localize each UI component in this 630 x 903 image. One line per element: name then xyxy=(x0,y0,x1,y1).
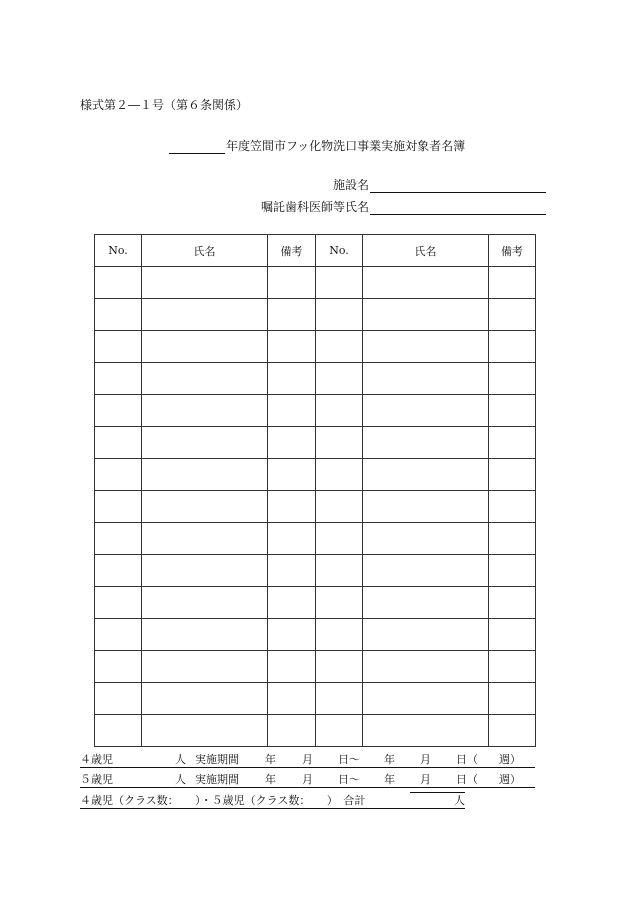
group-label: ５歳児 xyxy=(80,773,113,786)
table-row xyxy=(95,267,536,299)
cell-no-left[interactable] xyxy=(95,363,142,395)
cell-no-left[interactable] xyxy=(95,555,142,587)
cell-remarks-left[interactable] xyxy=(268,267,316,299)
table-row xyxy=(95,395,536,427)
cell-remarks-right[interactable] xyxy=(489,715,536,747)
cell-remarks-left[interactable] xyxy=(268,587,316,619)
cell-remarks-right[interactable] xyxy=(489,587,536,619)
cell-name-right[interactable] xyxy=(363,267,489,299)
cell-remarks-left[interactable] xyxy=(268,651,316,683)
dentist-line xyxy=(370,200,546,215)
header-remarks-left: 備考 xyxy=(268,235,316,267)
cell-name-left[interactable] xyxy=(142,683,268,715)
cell-name-right[interactable] xyxy=(363,427,489,459)
month-label-2: 月 xyxy=(420,773,431,786)
header-remarks-right: 備考 xyxy=(489,235,536,267)
class-count-text: ４歳児（クラス数： ）・５歳児（クラス数： ） 合計 xyxy=(80,792,464,809)
cell-name-left[interactable] xyxy=(142,491,268,523)
table-row xyxy=(95,715,536,747)
cell-name-right[interactable] xyxy=(363,363,489,395)
cell-remarks-left[interactable] xyxy=(268,395,316,427)
cell-name-left[interactable] xyxy=(142,587,268,619)
day-label-2: 日（ xyxy=(456,753,478,766)
cell-no-left[interactable] xyxy=(95,395,142,427)
cell-no-right[interactable] xyxy=(316,459,363,491)
cell-no-right[interactable] xyxy=(316,683,363,715)
cell-remarks-right[interactable] xyxy=(489,363,536,395)
cell-remarks-left[interactable] xyxy=(268,299,316,331)
table-row xyxy=(95,651,536,683)
month-label: 月 xyxy=(302,773,313,786)
cell-name-left[interactable] xyxy=(142,459,268,491)
cell-remarks-right[interactable] xyxy=(489,267,536,299)
title-text: 年度笠間市フッ化物洗口事業実施対象者名簿 xyxy=(226,139,466,153)
header-name-left: 氏名 xyxy=(142,235,268,267)
summary-row-total xyxy=(80,792,535,808)
cell-remarks-right[interactable] xyxy=(489,299,536,331)
cell-name-left[interactable] xyxy=(142,299,268,331)
day-tilde-label: 日～ xyxy=(338,753,360,766)
dentist-label: 嘱託歯科医師等氏名 xyxy=(260,200,369,214)
cell-remarks-left[interactable] xyxy=(268,427,316,459)
total-unit: 人 xyxy=(454,794,465,807)
form-number: 様式第２―１号（第６条関係） xyxy=(80,98,249,112)
table-row xyxy=(95,587,536,619)
day-label-2: 日（ xyxy=(456,773,478,786)
year-blank xyxy=(169,139,225,154)
cell-no-left[interactable] xyxy=(95,587,142,619)
year-label-2: 年 xyxy=(384,773,395,786)
cell-name-right[interactable] xyxy=(363,587,489,619)
facility-line xyxy=(370,178,546,193)
table-row xyxy=(95,555,536,587)
month-label: 月 xyxy=(302,753,313,766)
cell-name-left[interactable] xyxy=(142,267,268,299)
cell-no-right[interactable] xyxy=(316,491,363,523)
cell-remarks-right[interactable] xyxy=(489,459,536,491)
cell-remarks-right[interactable] xyxy=(489,651,536,683)
cell-remarks-left[interactable] xyxy=(268,331,316,363)
facility-label: 施設名 xyxy=(332,178,369,192)
cell-remarks-left[interactable] xyxy=(268,555,316,587)
table-row xyxy=(95,331,536,363)
table-row xyxy=(95,299,536,331)
period-label: 実施期間 xyxy=(195,773,239,786)
year-label-2: 年 xyxy=(384,753,395,766)
cell-remarks-left[interactable] xyxy=(268,491,316,523)
cell-no-left[interactable] xyxy=(95,427,142,459)
cell-name-right[interactable] xyxy=(363,459,489,491)
cell-name-left[interactable] xyxy=(142,363,268,395)
cell-no-right[interactable] xyxy=(316,587,363,619)
table-row xyxy=(95,683,536,715)
cell-name-right[interactable] xyxy=(363,555,489,587)
header-row xyxy=(95,235,536,267)
table-row xyxy=(95,363,536,395)
cell-no-left[interactable] xyxy=(95,619,142,651)
table-row xyxy=(95,523,536,555)
dentist-field xyxy=(240,198,546,215)
cell-name-right[interactable] xyxy=(363,331,489,363)
cell-name-right[interactable] xyxy=(363,651,489,683)
weeks-label: 週） xyxy=(499,753,521,766)
cell-name-left[interactable] xyxy=(142,715,268,747)
cell-remarks-right[interactable] xyxy=(489,331,536,363)
cell-no-left[interactable] xyxy=(95,683,142,715)
cell-no-left[interactable] xyxy=(95,651,142,683)
cell-no-right[interactable] xyxy=(316,523,363,555)
cell-name-left[interactable] xyxy=(142,427,268,459)
cell-name-right[interactable] xyxy=(363,491,489,523)
cell-no-right[interactable] xyxy=(316,651,363,683)
table-row xyxy=(95,619,536,651)
cell-name-right[interactable] xyxy=(363,683,489,715)
roster-table xyxy=(94,234,536,747)
document-title xyxy=(169,137,465,154)
cell-remarks-right[interactable] xyxy=(489,683,536,715)
year-label: 年 xyxy=(265,773,276,786)
cell-name-right[interactable] xyxy=(363,299,489,331)
table-row xyxy=(95,491,536,523)
cell-remarks-left[interactable] xyxy=(268,619,316,651)
cell-no-left[interactable] xyxy=(95,267,142,299)
year-label: 年 xyxy=(265,753,276,766)
facility-field xyxy=(240,176,546,193)
cell-name-right[interactable] xyxy=(363,715,489,747)
cell-no-right[interactable] xyxy=(316,299,363,331)
header-no-left: No. xyxy=(95,235,142,267)
cell-name-right[interactable] xyxy=(363,395,489,427)
cell-no-right[interactable] xyxy=(316,619,363,651)
cell-no-right[interactable] xyxy=(316,427,363,459)
weeks-label: 週） xyxy=(499,773,521,786)
cell-name-right[interactable] xyxy=(363,523,489,555)
header-no-right: No. xyxy=(316,235,363,267)
unit-label: 人 xyxy=(175,753,186,766)
table-row xyxy=(95,459,536,491)
roster-body xyxy=(95,267,536,747)
cell-no-left[interactable] xyxy=(95,331,142,363)
header-name-right: 氏名 xyxy=(363,235,489,267)
month-label-2: 月 xyxy=(420,753,431,766)
cell-remarks-right[interactable] xyxy=(489,555,536,587)
cell-no-left[interactable] xyxy=(95,715,142,747)
cell-no-right[interactable] xyxy=(316,555,363,587)
cell-no-right[interactable] xyxy=(316,267,363,299)
cell-name-left[interactable] xyxy=(142,523,268,555)
summary-row-5yo xyxy=(80,771,535,788)
cell-no-right[interactable] xyxy=(316,395,363,427)
cell-remarks-right[interactable] xyxy=(489,395,536,427)
cell-remarks-right[interactable] xyxy=(489,619,536,651)
cell-name-left[interactable] xyxy=(142,619,268,651)
cell-name-left[interactable] xyxy=(142,331,268,363)
cell-remarks-left[interactable] xyxy=(268,363,316,395)
day-tilde-label: 日～ xyxy=(338,773,360,786)
unit-label: 人 xyxy=(175,773,186,786)
cell-name-left[interactable] xyxy=(142,395,268,427)
cell-no-right[interactable] xyxy=(316,715,363,747)
cell-remarks-right[interactable] xyxy=(489,427,536,459)
group-label: ４歳児 xyxy=(80,753,113,766)
cell-no-right[interactable] xyxy=(316,331,363,363)
period-label: 実施期間 xyxy=(195,753,239,766)
cell-remarks-left[interactable] xyxy=(268,715,316,747)
cell-no-left[interactable] xyxy=(95,299,142,331)
summary-row-4yo xyxy=(80,751,535,768)
table-row xyxy=(95,427,536,459)
cell-remarks-right[interactable] xyxy=(489,523,536,555)
cell-remarks-left[interactable] xyxy=(268,459,316,491)
cell-no-left[interactable] xyxy=(95,523,142,555)
cell-remarks-left[interactable] xyxy=(268,683,316,715)
cell-no-right[interactable] xyxy=(316,363,363,395)
cell-remarks-right[interactable] xyxy=(489,491,536,523)
cell-no-left[interactable] xyxy=(95,459,142,491)
cell-name-left[interactable] xyxy=(142,555,268,587)
cell-remarks-left[interactable] xyxy=(268,523,316,555)
cell-name-left[interactable] xyxy=(142,651,268,683)
cell-no-left[interactable] xyxy=(95,491,142,523)
cell-name-right[interactable] xyxy=(363,619,489,651)
